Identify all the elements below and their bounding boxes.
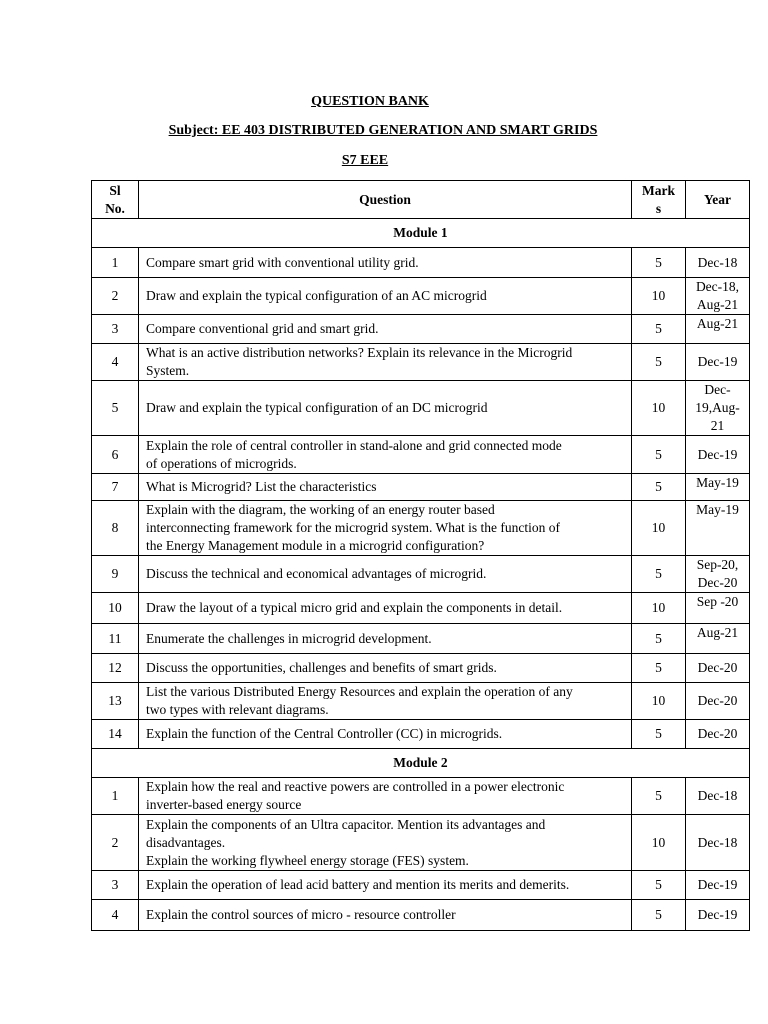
- col-header-sl: Sl No.: [92, 181, 139, 219]
- cell-question: [139, 720, 632, 749]
- year-line: May-19: [696, 502, 739, 517]
- cell-sl-no: 9: [92, 556, 139, 593]
- question-line: disadvantages.: [146, 834, 226, 850]
- cell-year: [686, 815, 750, 871]
- year-line: Aug-21: [696, 297, 739, 312]
- cell-sl-no: 11: [92, 624, 139, 654]
- cell-marks: 5: [632, 344, 686, 381]
- cell-question: [139, 654, 632, 683]
- table-row: [92, 556, 750, 593]
- question-line: Draw and explain the typical configuration of an DC microgrid: [146, 400, 488, 415]
- cell-sl-no: 4: [92, 900, 139, 931]
- cell-question: [139, 871, 632, 900]
- cell-marks: 5: [632, 900, 686, 931]
- cell-year: [686, 654, 750, 683]
- table-row: [92, 815, 750, 871]
- table-row: [92, 900, 750, 931]
- module-title: Module 2: [92, 749, 750, 778]
- cell-marks: 5: [632, 474, 686, 501]
- question-line: Explain with the diagram, the working of an energy router based: [146, 502, 495, 517]
- question-line: What is an active distribution networks? Explain its relevance in the Microgrid: [146, 345, 573, 360]
- cell-year: [686, 381, 750, 436]
- year-line: Dec-18: [697, 788, 738, 803]
- question-line: Explain the working flywheel energy storage (FES) system.: [146, 852, 469, 868]
- cell-year: [686, 720, 750, 749]
- year-line: Dec-19: [697, 446, 738, 462]
- table-row: [92, 871, 750, 900]
- year-line: Dec-18,: [695, 279, 740, 294]
- module-row: [92, 219, 750, 248]
- year-line: Dec-20: [697, 693, 738, 708]
- cell-year: [686, 501, 750, 556]
- question-line: Explain the components of an Ultra capacitor. Mention its advantages and: [146, 816, 546, 832]
- year-line: Dec-18: [697, 254, 738, 270]
- module-title: Module 1: [92, 219, 750, 248]
- table-row: [92, 436, 750, 474]
- cell-year: [686, 624, 750, 654]
- table-row: [92, 344, 750, 381]
- question-line: Explain the control sources of micro - resource controller: [146, 907, 456, 922]
- year-line: Dec-: [704, 382, 731, 397]
- cell-sl-no: 2: [92, 278, 139, 315]
- cell-year: [686, 900, 750, 931]
- cell-marks: 10: [632, 683, 686, 720]
- cell-marks: 5: [632, 436, 686, 474]
- question-line: Draw and explain the typical configuration of an AC microgrid: [146, 288, 487, 303]
- cell-marks: 10: [632, 815, 686, 871]
- table-row: [92, 474, 750, 501]
- module-row: [92, 749, 750, 778]
- cell-question: [139, 344, 632, 381]
- table-row: [92, 654, 750, 683]
- table-row: [92, 315, 750, 344]
- table-row: [92, 778, 750, 815]
- year-line: Dec-19: [697, 354, 738, 369]
- col-header-question: Question: [139, 181, 632, 219]
- question-line: inverter-based energy source: [146, 797, 302, 812]
- cell-marks: 5: [632, 778, 686, 815]
- subject-line: Subject: EE 403 DISTRIBUTED GENERATION AND SMART GRIDS: [168, 123, 598, 138]
- cell-sl-no: 12: [92, 654, 139, 683]
- cell-year: [686, 278, 750, 315]
- cell-sl-no: 1: [92, 778, 139, 815]
- cell-sl-no: 5: [92, 381, 139, 436]
- question-line: Compare conventional grid and smart grid.: [146, 321, 379, 336]
- col-header-year: Year: [686, 181, 750, 219]
- year-line: Dec-18: [697, 834, 738, 850]
- table-row: [92, 501, 750, 556]
- year-line: Sep -20: [696, 594, 739, 609]
- cell-sl-no: 13: [92, 683, 139, 720]
- table-row: [92, 720, 750, 749]
- cell-question: [139, 381, 632, 436]
- cell-question: [139, 474, 632, 501]
- cell-question: [139, 778, 632, 815]
- table-row: [92, 624, 750, 654]
- col-header-marks: Mark s: [632, 181, 686, 219]
- year-line: Aug-21: [696, 316, 739, 331]
- cell-sl-no: 3: [92, 315, 139, 344]
- cell-year: [686, 778, 750, 815]
- cell-sl-no: 1: [92, 248, 139, 278]
- cell-sl-no: 8: [92, 501, 139, 556]
- year-line: Dec-20: [697, 660, 738, 675]
- question-line: What is Microgrid? List the characteristics: [146, 479, 377, 494]
- cell-question: [139, 248, 632, 278]
- year-line: Dec-19: [697, 907, 738, 922]
- year-line: Dec-20: [697, 575, 738, 590]
- question-line: two types with relevant diagrams.: [146, 702, 329, 717]
- cell-sl-no: 4: [92, 344, 139, 381]
- table-row: [92, 248, 750, 278]
- year-line: Dec-20: [697, 726, 738, 741]
- cell-marks: 5: [632, 654, 686, 683]
- question-line: Discuss the opportunities, challenges and benefits of smart grids.: [146, 660, 497, 675]
- cell-year: [686, 683, 750, 720]
- cell-marks: 5: [632, 871, 686, 900]
- question-line: Explain the role of central controller in stand-alone and grid connected mode: [146, 437, 562, 453]
- cell-sl-no: 3: [92, 871, 139, 900]
- cell-question: [139, 501, 632, 556]
- cell-marks: 5: [632, 556, 686, 593]
- question-line: Draw the layout of a typical micro grid and explain the components in detail.: [146, 600, 563, 615]
- cell-question: [139, 278, 632, 315]
- cell-marks: 5: [632, 720, 686, 749]
- question-line: System.: [146, 363, 190, 378]
- cell-year: [686, 474, 750, 501]
- cell-marks: 5: [632, 624, 686, 654]
- cell-question: [139, 624, 632, 654]
- cell-question: [139, 436, 632, 474]
- question-line: interconnecting framework for the microgrid system. What is the function of: [146, 520, 561, 535]
- cell-sl-no: 10: [92, 593, 139, 624]
- cell-marks: 10: [632, 501, 686, 556]
- question-line: Explain how the real and reactive powers are controlled in a power electronic: [146, 779, 565, 794]
- cell-sl-no: 14: [92, 720, 139, 749]
- table-row: [92, 381, 750, 436]
- cell-year: [686, 248, 750, 278]
- cell-year: [686, 436, 750, 474]
- question-line: List the various Distributed Energy Resources and explain the operation of any: [146, 684, 573, 699]
- class-line: S7 EEE: [341, 153, 389, 168]
- page-title: QUESTION BANK: [311, 94, 429, 109]
- cell-sl-no: 6: [92, 436, 139, 474]
- cell-question: [139, 815, 632, 871]
- cell-marks: 5: [632, 315, 686, 344]
- cell-question: [139, 593, 632, 624]
- question-line: Enumerate the challenges in microgrid development.: [146, 630, 432, 646]
- cell-year: [686, 315, 750, 344]
- table-row: [92, 593, 750, 624]
- question-line: of operations of microgrids.: [146, 455, 297, 471]
- question-line: Compare smart grid with conventional utility grid.: [146, 254, 419, 270]
- table-row: [92, 278, 750, 315]
- cell-marks: 5: [632, 248, 686, 278]
- question-line: Explain the function of the Central Controller (CC) in microgrids.: [146, 726, 503, 741]
- cell-marks: 10: [632, 381, 686, 436]
- cell-question: [139, 683, 632, 720]
- cell-sl-no: 2: [92, 815, 139, 871]
- cell-year: [686, 344, 750, 381]
- cell-question: [139, 315, 632, 344]
- year-line: Sep-20,: [696, 557, 739, 572]
- cell-question: [139, 900, 632, 931]
- cell-marks: 10: [632, 278, 686, 315]
- question-table: [91, 180, 750, 931]
- table-row: [92, 683, 750, 720]
- question-line: Explain the operation of lead acid battery and mention its merits and demerits.: [146, 877, 570, 892]
- year-line: May-19: [696, 475, 739, 490]
- year-line: 19,Aug-: [695, 400, 740, 415]
- cell-year: [686, 556, 750, 593]
- question-line: Discuss the technical and economical advantages of microgrid.: [146, 566, 487, 581]
- cell-year: [686, 593, 750, 624]
- year-line: Aug-21: [696, 625, 739, 640]
- year-line: 21: [710, 418, 725, 433]
- question-line: the Energy Management module in a microgrid configuration?: [146, 538, 485, 553]
- table-header-row: [92, 181, 750, 219]
- cell-year: [686, 871, 750, 900]
- cell-sl-no: 7: [92, 474, 139, 501]
- year-line: Dec-19: [697, 877, 738, 892]
- cell-marks: 10: [632, 593, 686, 624]
- cell-question: [139, 556, 632, 593]
